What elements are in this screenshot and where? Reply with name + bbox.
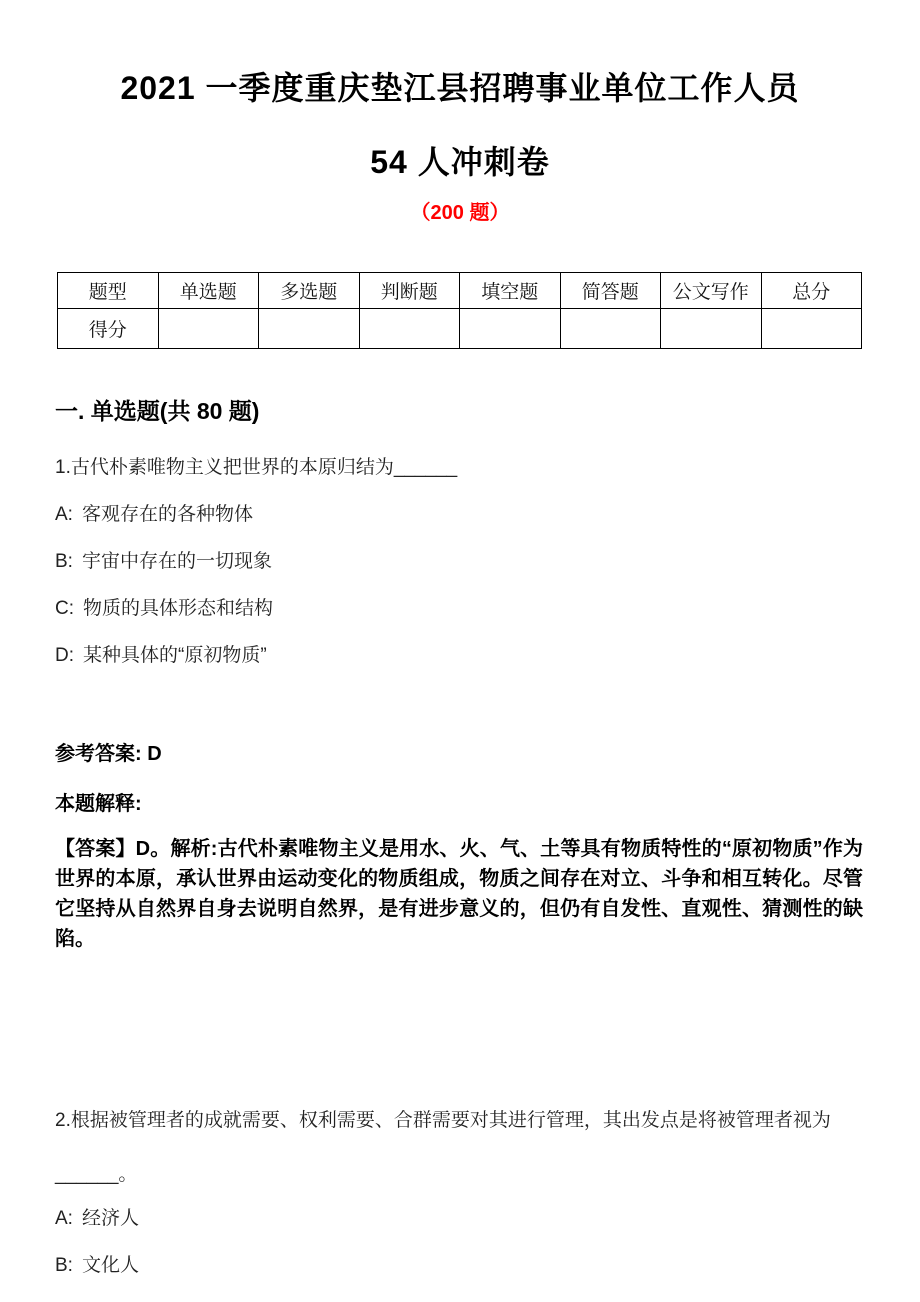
question-1-option-b-text: 宇宙中存在的一切现象 [81,551,272,572]
question-1-option-b-label: B: [55,551,73,572]
question-1-option-a-label: A: [55,504,73,525]
document-title-line1: 2021 一季度重庆垫江县招聘事业单位工作人员 [120,70,800,106]
score-table-header-official-writing: 公文写作 [661,273,762,309]
question-count-subtitle: （200 题） [410,202,510,224]
score-cell-single-choice [158,309,259,349]
question-1-reference-answer: 参考答案: D [55,743,162,765]
score-table [57,272,862,349]
question-1-option-d [55,642,862,669]
score-table-header-multi-choice: 多选题 [259,273,360,309]
question-1-option-c-text: 物质的具体形态和结构 [83,598,274,619]
score-table-header-single-choice: 单选题 [158,273,259,309]
score-cell-official-writing [661,309,762,349]
question-1-option-c [55,595,862,622]
score-table-header-short-answer: 简答题 [560,273,661,309]
score-cell-multi-choice [259,309,360,349]
question-1-explanation-label: 本题解释: [55,793,142,815]
question-2-option-b [55,1252,862,1279]
score-table-header-total: 总分 [761,273,862,309]
question-2-option-b-label: B: [55,1255,73,1276]
question-2-option-b-text: 文化人 [81,1255,139,1276]
question-1-option-a-text: 客观存在的各种物体 [81,504,253,525]
section-heading-single-choice: 一. 单选题(共 80 题) [55,398,260,424]
question-2-option-a-label: A: [55,1208,73,1229]
question-2-text: 2.根据被管理者的成就需要、权利需要、合群需要对其进行管理，其出发点是将被管理者视为 [55,1110,831,1131]
question-1-text: 1.古代朴素唯物主义把世界的本原归结为______ [55,457,458,478]
document-title-line2: 54 人冲刺卷 [370,144,550,180]
score-table-header-true-false: 判断题 [359,273,460,309]
question-1-option-c-label: C: [55,598,74,619]
score-table-score-row [58,309,862,349]
score-cell-short-answer [560,309,661,349]
question-2-option-a-text: 经济人 [81,1208,139,1229]
question-1-option-a [55,501,862,528]
question-1-option-d-label: D: [55,645,74,666]
score-cell-fill-blank [460,309,561,349]
score-table-header-fill-blank: 填空题 [460,273,561,309]
question-1-option-b [55,548,862,575]
document-title [0,0,920,184]
score-row-label: 得分 [58,309,159,349]
score-table-header-row [58,273,862,309]
score-cell-total [761,309,862,349]
question-2-blank-line: ______。 [55,1164,138,1185]
score-table-header-question-type: 题型 [58,273,159,309]
question-1-option-d-text: 某种具体的“原初物质” [83,645,267,666]
score-cell-true-false [359,309,460,349]
question-2-option-a [55,1205,862,1232]
question-1-explanation-text: 【答案】D。解析:古代朴素唯物主义是用水、火、气、土等具有物质特性的“原初物质”作为世界的本原，承认世界由运动变化的物质组成，物质之间存在对立、斗争和相互转化。尽管它坚持从自然界自身去说明自然界，是有进步意义的，但仍有自发性、直观性、猜测性的缺陷。 [55,838,863,950]
